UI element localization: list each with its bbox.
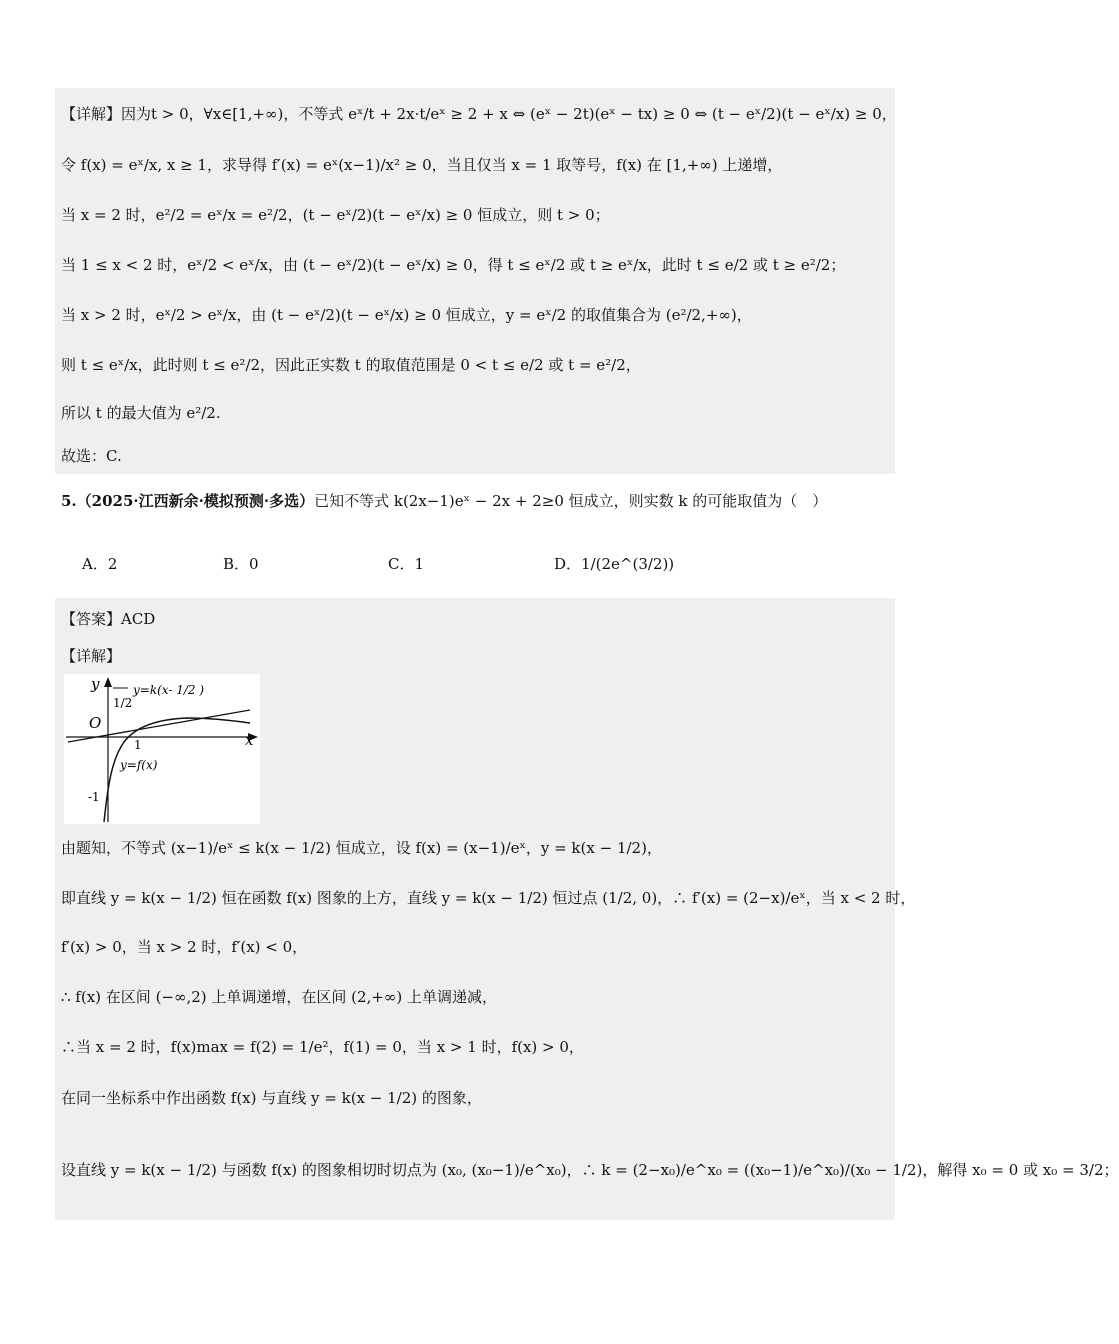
line-label: y=k(x- 1/2 ) [133,683,205,697]
option-a: A．2 [82,555,118,573]
answer-line: 【答案】ACD [61,610,156,628]
detail-line-4: ∴ f(x) 在区间 (−∞,2) 上单调递增，在区间 (2,+∞) 上单调递减， [61,988,498,1006]
function-graph [64,674,260,824]
solution-line-7: 所以 t 的最大值为 e²/2. [61,404,221,422]
one-label: 1 [134,738,142,752]
y-axis-arrow-icon [104,677,112,687]
question-text: 已知不等式 k(2x−1)eˣ − 2x + 2≥0 恒成立，则实数 k 的可能取值为（ ） [314,492,828,510]
solution-line-4: 当 1 ≤ x < 2 时，eˣ/2 < eˣ/x，由 (t − eˣ/2)(t − eˣ/x) ≥ 0，得 t ≤ eˣ/2 或 t ≥ eˣ/x，此时 t ≤ e/2 或 t ≥ e²/2； [61,256,846,274]
x-axis-label: x [245,731,254,749]
option-d: D．1/(2e^(3/2)) [554,555,675,573]
graph-svg [64,674,260,824]
detail-line-7: 设直线 y = k(x − 1/2) 与函数 f(x) 的图象相切时切点为 (x₀, (x₀−1)/e^x₀)，∴ k = (2−x₀)/e^x₀ = ((x₀−1)/e^x₀)/(x₀ − 1/2)，解得 x₀ = 0 或 x₀ = 3/2； [61,1161,1119,1179]
option-b: B．0 [223,555,259,573]
solution-line-2: 令 f(x) = eˣ/x, x ≥ 1，求导得 f′(x) = eˣ(x−1)/x² ≥ 0，当且仅当 x = 1 取等号，f(x) 在 [1,+∞) 上递增， [61,156,783,174]
solution-line-5: 当 x > 2 时，eˣ/2 > eˣ/x，由 (t − eˣ/2)(t − eˣ/x) ≥ 0 恒成立，y = eˣ/2 的取值集合为 (e²/2,+∞)， [61,306,752,324]
question-number: 5. [61,492,77,510]
detail-label: 【详解】 [61,647,122,665]
detail-line-3: f′(x) > 0，当 x > 2 时，f′(x) < 0， [61,938,308,956]
origin-label: O [89,714,102,732]
neg-one-label: -1 [88,790,100,804]
solution-line-8: 故选：C. [61,447,122,465]
detail-line-1: 由题知，不等式 (x−1)/eˣ ≤ k(x − 1/2) 恒成立，设 f(x) = (x−1)/eˣ，y = k(x − 1/2)， [61,839,662,857]
detail-line-6: 在同一坐标系中作出函数 f(x) 与直线 y = k(x − 1/2) 的图象， [61,1089,482,1107]
detail-line-2: 即直线 y = k(x − 1/2) 恒在函数 f(x) 图象的上方，直线 y = k(x − 1/2) 恒过点 (1/2, 0)，∴ f′(x) = (2−x)/eˣ，当 x < 2 时， [61,889,916,907]
question-5 [61,490,827,511]
solution-line-1: 【详解】因为t > 0，∀x∈[1,+∞)，不等式 eˣ/t + 2x·t/eˣ ≥ 2 + x ⇔ (eˣ − 2t)(eˣ − tx) ≥ 0 ⇔ (t − eˣ/2)(t − eˣ/x) ≥ 0， [61,105,897,123]
detail-line-5: ∴当 x = 2 时，f(x)max = f(2) = 1/e²，f(1) = 0，当 x > 1 时，f(x) > 0， [61,1038,584,1056]
option-c: C．1 [388,555,425,573]
solution-line-6: 则 t ≤ eˣ/x，此时则 t ≤ e²/2，因此正实数 t 的取值范围是 0 < t ≤ e/2 或 t = e²/2， [61,356,641,374]
curve-label: y=f(x) [120,758,158,772]
solution-line-3: 当 x = 2 时，e²/2 = eˣ/x = e²/2，(t − eˣ/2)(t − eˣ/x) ≥ 0 恒成立，则 t > 0； [61,206,610,224]
half-label: 1/2 [113,696,133,710]
y-axis-label: y [91,675,100,693]
question-source: （2025·江西新余·模拟预测·多选） [76,492,315,510]
